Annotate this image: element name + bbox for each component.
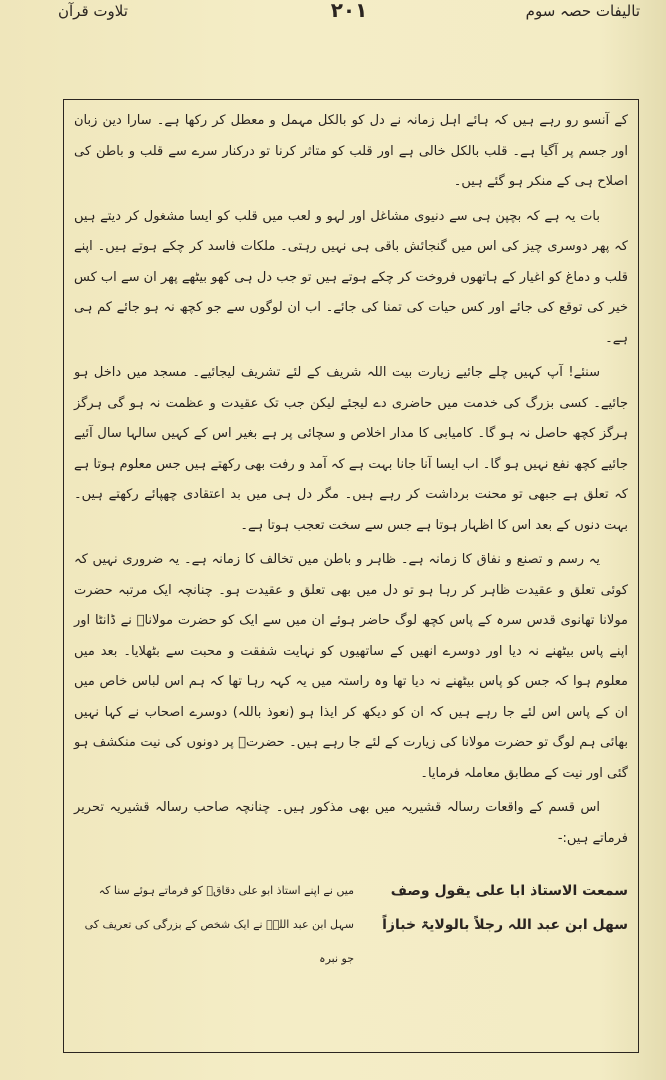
body-text	[74, 106, 628, 854]
text-line: ہی کے منکر ہو گئے ہیں۔	[453, 174, 594, 189]
text-line: تو محنت برداشت کر رہے ہیں۔ مگر دل ہی میں بد اعتقادی چھپائے رکھتے ہیں۔ بہت دنوں کے بعد	[74, 487, 628, 533]
text-line: کے آنسو رو رہے ہیں کہ ہائے اہل زمانہ نے دل کو بالکل مہمل و معطل کر رکھا ہے۔ سارا دین زبان اور	[74, 113, 629, 159]
running-title: تلاوت قرآن	[58, 2, 128, 20]
text-line: کچھ حاصل نہ ہو گا۔ کامیابی کا مدار اخلاص و سچائی پر ہے بغیر اس کے کہیں سالہا سال آئیے جائیے کچھ نفع	[74, 426, 628, 472]
text-line: ہو جائیے۔ کسی بزرگ کی خدمت میں حاضری دے لیجئے لیکن جب تک عقیدت و عظمت نہ ہو گی ہرگز ہرگز	[74, 365, 628, 441]
text-line: کہ پھر دوسری چیز کی اس میں گنجائش باقی ہی نہیں رہتی۔ ملکات فاسد کر چکے ہوتے ہیں۔ اپنے قلب و	[74, 239, 628, 285]
urdu-translation-line: سہل ابن عبد اللہؒ نے ایک شخص کے بزرگی کی تعریف کی جو نبرہ	[84, 918, 354, 965]
paragraph	[74, 358, 628, 541]
text-line: اس کا اظہار ہوتا ہے جس سے سخت تعجب ہوتا ہے۔	[240, 517, 532, 533]
text-line: مطابق معاملہ فرمایا۔	[420, 765, 541, 781]
arabic-quote	[378, 874, 628, 976]
quotation-block	[74, 874, 628, 976]
paragraph	[74, 106, 628, 198]
text-line: بات یہ ہے کہ بچپن ہی سے دنیوی مشاغل اور لہو و لعب میں قلب کو ایسا مشغول کر دیتے ہیں	[74, 208, 600, 224]
paragraph	[74, 793, 628, 854]
urdu-translation-line: میں نے اپنے استاذ ابو علی دقاقؒ کو فرماتے ہوئے سنا کہ	[98, 884, 354, 897]
urdu-translation	[74, 874, 354, 976]
text-line: فرماتے ہیں:-	[557, 830, 628, 846]
text-line: جا رہے ہیں کہ ان کو دیکھ کر ایذا ہو (نعوذ باللہ) دوسرے اصحاب نے کہا نہیں بھائی ہم لوگ تو	[74, 704, 628, 750]
text-line: یہ رسم و تصنع و نفاق کا زمانہ ہے۔ ظاہر و باطن میں تخالف کا زمانہ ہے۔ یہ ضروری نہیں کہ کوئی	[74, 552, 628, 598]
text-line: سنئے! آپ کہیں چلے جائیے زیارت بیت اللہ شریف کے لئے تشریف لیجائیے۔ مسجد میں داخل	[93, 365, 601, 380]
text-line: حضرت مولانا کی زیارت کے لئے جا رہے ہیں۔ حضرتؒ پر دونوں کی نیت منکشف ہو گئی اور نیت کے	[74, 735, 628, 781]
arabic-quote-line: سھل ابن عبد اللہ رجلاً بالولایۃ خبازاً	[382, 917, 628, 933]
text-line: کی توقع کی جائے اور کس حیات کی تمنا کی جائے۔ اب ان لوگوں سے جو کچھ نہ ہو جائے کم ہی ہے۔	[74, 300, 628, 346]
text-line: اس قسم کے واقعات رسالہ قشیریہ میں بھی مذکور ہیں۔ چنانچہ صاحب رسالہ قشیریہ تحریر	[74, 800, 600, 815]
text-line: نہیں ہو گا۔ اب ایسا آنا جانا بہت ہے کہ آمد و رفت بھی رکھتے ہیں جس معلوم ہوتا ہے کہ تعلق ہے جبھی	[74, 456, 628, 502]
paragraph	[74, 545, 628, 789]
paragraph	[74, 202, 628, 355]
text-line: قدس سرہ کے پاس کچھ لوگ حاضر ہوئے ان میں سے ایک کو حضرت مولاناؒ نے ڈانٹا اور اپنے پاس بیٹھنے	[74, 613, 629, 659]
text-line: کو پاس بیٹھنے نہ دیا تھا وہ راستہ میں یہ کہہ رہا تھا کہ ہم اس لباس خاص میں ان کے پاس اس لئے	[74, 674, 629, 720]
page-number: ۲۰۱	[330, 0, 368, 22]
book-title: تالیفات حصہ سوم	[525, 2, 640, 20]
text-frame	[63, 99, 639, 1053]
arabic-quote-line: سمعت الاستاذ ابا علی یقول وصف	[390, 883, 628, 899]
text-line: تعلق و عقیدت ظاہر کر رہا ہو تو دل میں بھی تعلق و عقیدت ہو۔ چنانچہ ایک مرتبہ حضرت مولانا تھانوی	[74, 582, 628, 628]
text-line: نہ دیا اور دوسرے انھیں کے ساتھیوں کو نہایت شفقت و محبت سے بٹھلایا۔ بعد میں معلوم ہوا کہ جس	[74, 643, 629, 689]
text-line: دماغ کو اغیار کے ہاتھوں فروخت کر چکے ہوتے ہیں تو جب دل ہی کھو بیٹھے پھر ان سے اب کس خیر	[74, 269, 628, 315]
page-header	[58, 0, 640, 99]
text-line: جسم پر آگیا ہے۔ قلب بالکل خالی ہے اور قلب کو متاثر کرنا تو درکنار سرے سے قلب و باطن کی اصلاح	[74, 143, 628, 189]
